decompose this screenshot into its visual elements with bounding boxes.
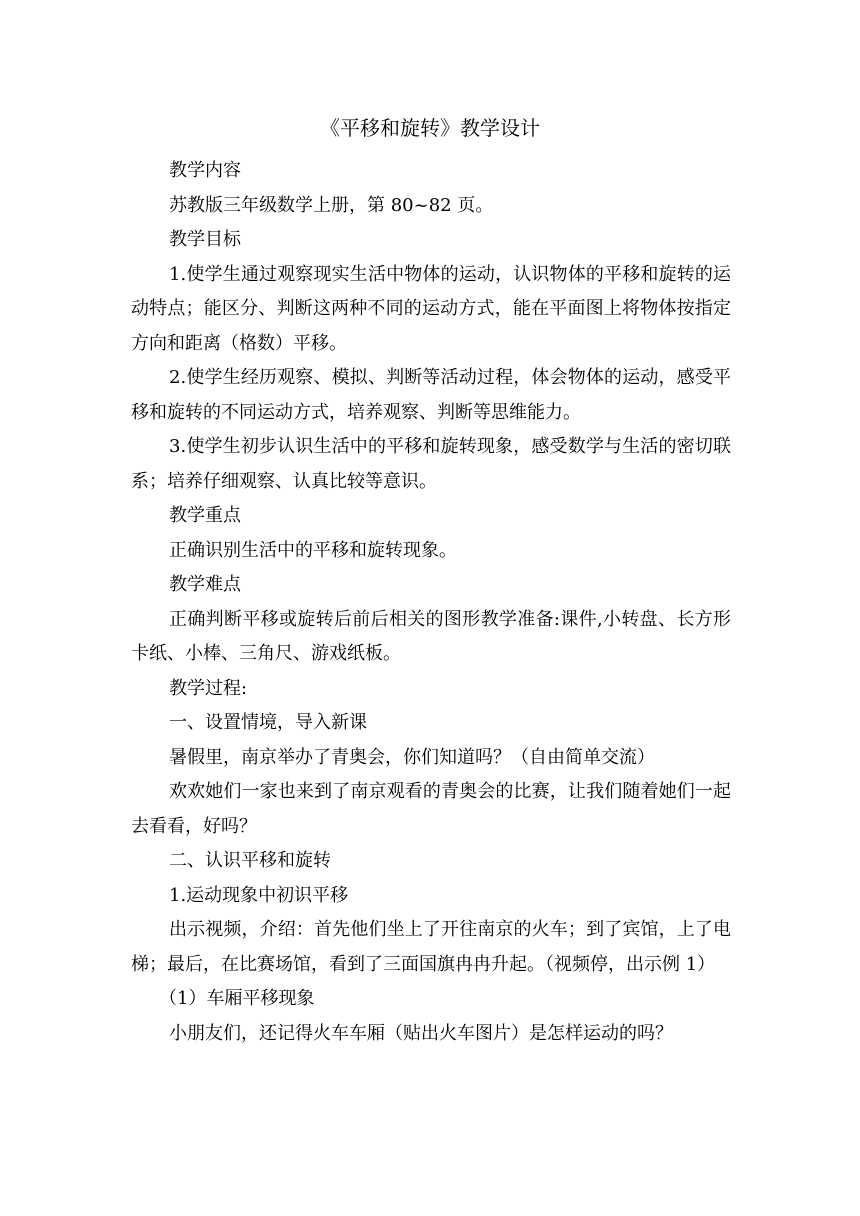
heading-teaching-difficulty: 教学难点 (169, 574, 241, 595)
paragraph-carriage-question: 小朋友们，还记得火车车厢（贴出火车图片）是怎样运动的吗？ (169, 1022, 673, 1044)
document-body (131, 154, 731, 1051)
heading-section-1: 一、设置情境，导入新课 (169, 712, 367, 733)
paragraph-teaching-focus: 正确识别生活中的平移和旋转现象。 (169, 539, 457, 561)
paragraph-objective-1: 1.使学生通过观察现实生活中物体的运动，认识物体的平移和旋转的运动特点；能区分、判断这两种不同的运动方式，能在平面图上将物体按指定方向和距离（格数）平移。 (131, 263, 731, 354)
document-title: 《平移和旋转》教学设计 (320, 116, 540, 140)
paragraph-objective-3: 3.使学生初步认识生活中的平移和旋转现象，感受数学与生活的密切联系；培养仔细观察、认真比较等意识。 (131, 436, 731, 492)
heading-section-2: 二、认识平移和旋转 (169, 850, 331, 871)
paragraph-video-intro: 出示视频，介绍：首先他们坐上了开往南京的火车；到了宾馆，上了电梯；最后，在比赛场馆，看到了三面国旗冉冉升起。（视频停，出示例 1） (131, 919, 731, 975)
heading-teaching-process: 教学过程: (169, 677, 248, 699)
paragraph-teaching-difficulty: 正确判断平移或旋转后前后相关的图形教学准备:课件,小转盘、长方形卡纸、小棒、三角尺、游戏纸板。 (131, 608, 731, 664)
heading-subsection-1: 1.运动现象中初识平移 (169, 884, 349, 906)
paragraph-textbook-pages: 苏教版三年级数学上册，第 80~82 页。 (169, 194, 494, 216)
paragraph-intro-2: 欢欢她们一家也来到了南京观看的青奥会的比赛，让我们随着她们一起去看看，好吗？ (131, 781, 731, 837)
paragraph-intro-1: 暑假里，南京举办了青奥会，你们知道吗？（自由简单交流） (169, 746, 655, 768)
paragraph-objective-2: 2.使学生经历观察、模拟、判断等活动过程，体会物体的运动，感受平移和旋转的不同运动方式，培养观察、判断等思维能力。 (131, 367, 731, 423)
heading-teaching-objectives: 教学目标 (169, 229, 241, 250)
heading-teaching-focus: 教学重点 (169, 505, 241, 526)
heading-teaching-content: 教学内容 (169, 160, 241, 181)
heading-carriage-translation: （1）车厢平移现象 (159, 988, 315, 1009)
